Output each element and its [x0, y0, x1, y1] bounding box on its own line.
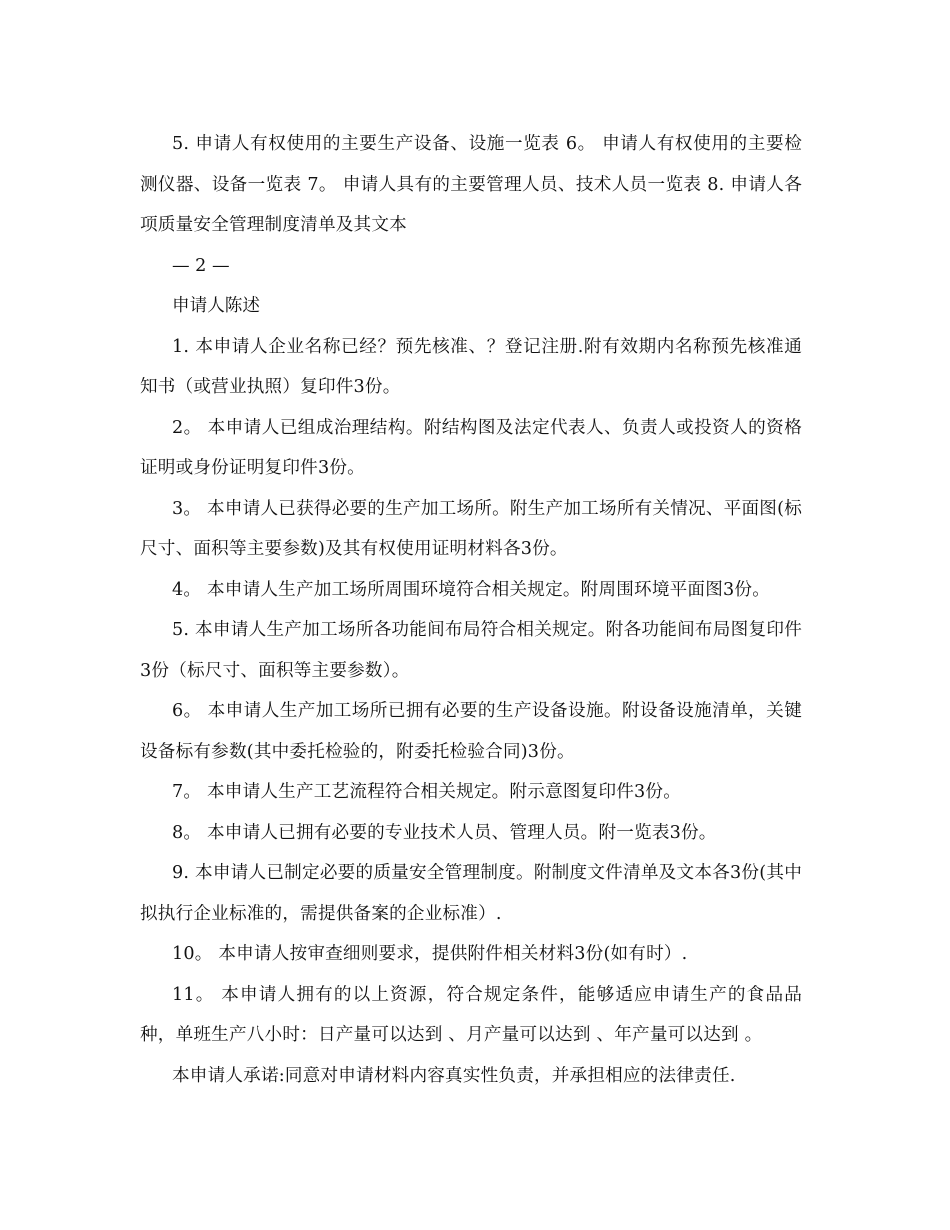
statement-item-4: 4。 本申请人生产加工场所周围环境符合相关规定。附周围环境平面图3份。 — [172, 579, 770, 600]
statement-item-1: 1. 本申请人企业名称已经？预先核准、？登记注册.附有效期内名称预先核准通知书（或营业执照）复印件3份。 — [140, 336, 802, 397]
statement-item-7: 7。 本申请人生产工艺流程符合相关规定。附示意图复印件3份。 — [172, 782, 682, 802]
statement-item-3: 3。 本申请人已获得必要的生产加工场所。附生产加工场所有关情况、平面图(标尺寸、面积等主要参数)及其有权使用证明材料各3份。 — [140, 498, 802, 559]
statement-item-9: 9. 本申请人已制定必要的质量安全管理制度。附制度文件清单及文本各3份(其中拟执行企业标准的，需提供备案的企业标准）. — [140, 863, 802, 924]
section-title: 申请人陈述 — [172, 296, 260, 316]
pledge-paragraph: 本申请人承诺:同意对申请材料内容真实性负责，并承担相应的法律责任. — [172, 1065, 736, 1086]
statement-item-8: 8。 本申请人已拥有必要的专业技术人员、管理人员。附一览表3份。 — [172, 822, 717, 843]
document-body — [140, 124, 802, 1096]
statement-item-2: 2。 本申请人已组成治理结构。附结构图及法定代表人、负责人或投资人的资格证明或身份证明复印件3份。 — [140, 417, 802, 478]
statement-item-11: 11。 本申请人拥有的以上资源，符合规定条件，能够适应申请生产的食品品种，单班生产八小时：日产量可以达到 、月产量可以达到 、年产量可以达到 。 — [140, 984, 802, 1045]
statement-item-6: 6。 本申请人生产加工场所已拥有必要的生产设备设施。附设备设施清单，关键设备标有参数(其中委托检验的，附委托检验合同)3份。 — [140, 701, 802, 762]
statement-item-5: 5. 本申请人生产加工场所各功能间布局符合相关规定。附各功能间布局图复印件3份（标尺寸、面积等主要参数）。 — [140, 620, 802, 681]
statement-item-10: 10。 本申请人按审查细则要求，提供附件相关材料3份(如有时）. — [172, 944, 688, 964]
intro-paragraph: 5. 申请人有权使用的主要生产设备、设施一览表 6。 申请人有权使用的主要检测仪器、设备一览表 7。 申请人具有的主要管理人员、技术人员一览表 8. 申请人各项质量安全管理制度清单及其文本 — [140, 134, 802, 235]
page-number: — 2 — — [172, 255, 230, 276]
